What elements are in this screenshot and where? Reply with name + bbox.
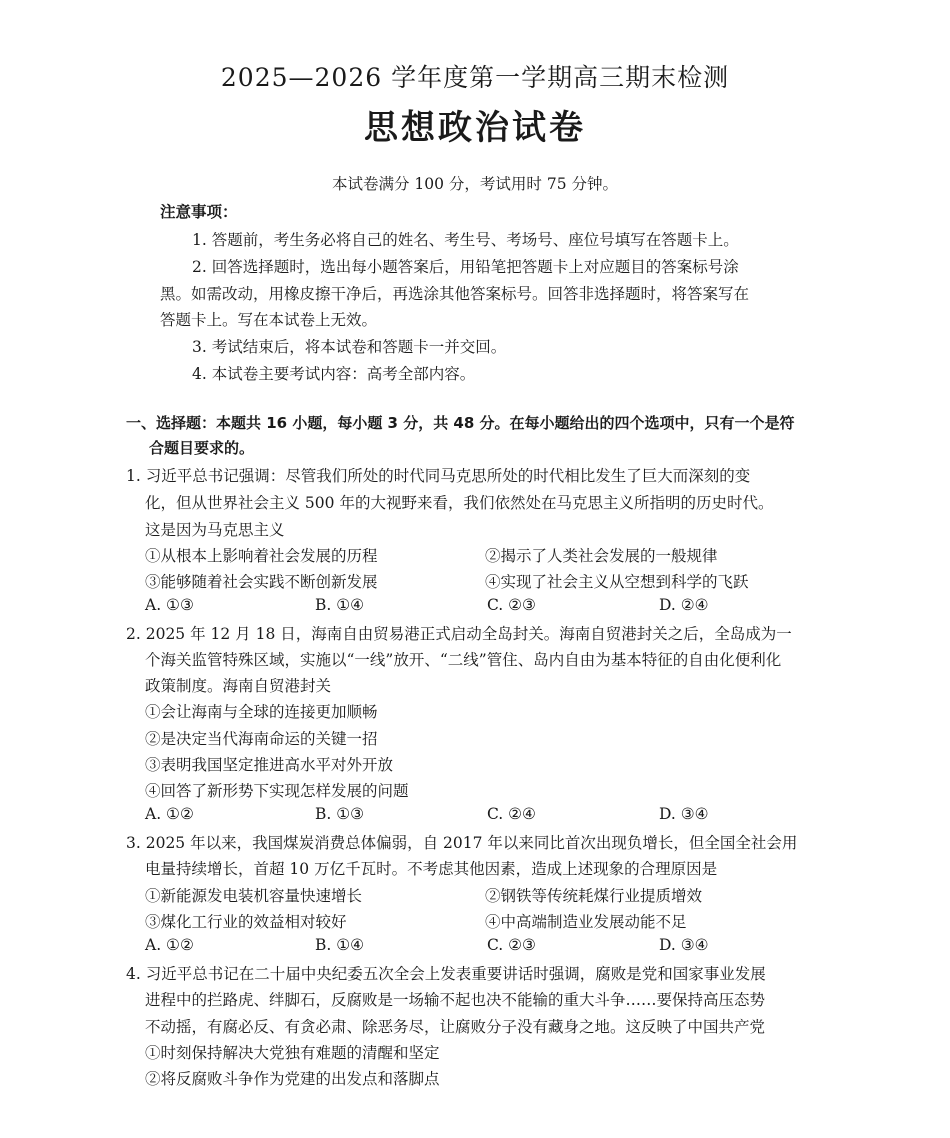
question-item: ①会让海南与全球的连接更加顺畅 <box>145 703 378 721</box>
question-stem: 政策制度。海南自贸港封关 <box>145 677 332 695</box>
question-item: ②钢铁等传统耗煤行业提质增效 <box>485 887 703 905</box>
question-stem: 4. 习近平总书记在二十届中央纪委五次全会上发表重要讲话时强调，腐败是党和国家事业发展 <box>126 965 766 983</box>
question-item: ②是决定当代海南命运的关键一招 <box>145 730 378 748</box>
choice-a: A. ①② <box>145 805 194 823</box>
notice-line: 3. 考试结束后，将本试卷和答题卡一并交回。 <box>192 338 507 356</box>
choice-b: B. ①④ <box>315 596 365 614</box>
notice-line: 4. 本试卷主要考试内容：高考全部内容。 <box>192 365 476 383</box>
question-item: ②揭示了人类社会发展的一般规律 <box>485 547 718 565</box>
notice-line: 1. 答题前，考生务必将自己的姓名、考生号、考场号、座位号填写在答题卡上。 <box>192 231 739 249</box>
question-stem: 进程中的拦路虎、绊脚石，反腐败是一场输不起也决不能输的重大斗争……要保持高压态势 <box>145 991 766 1009</box>
choice-d: D. ③④ <box>659 805 709 823</box>
question-item: ④中高端制造业发展动能不足 <box>485 913 687 931</box>
question-item: ①新能源发电装机容量快速增长 <box>145 887 363 905</box>
notice-line: 2. 回答选择题时，选出每小题答案后，用铅笔把答题卡上对应题目的答案标号涂 <box>192 258 739 276</box>
question-item: ①时刻保持解决大党独有难题的清醒和坚定 <box>145 1044 440 1062</box>
question-stem: 电量持续增长，首超 10 万亿千瓦时。不考虑其他因素，造成上述现象的合理原因是 <box>145 860 718 878</box>
section-heading: 一、选择题：本题共 16 小题，每小题 3 分，共 48 分。在每小题给出的四个选项中，只有一个是符 <box>126 414 795 432</box>
question-item: ②将反腐败斗争作为党建的出发点和落脚点 <box>145 1070 440 1088</box>
choice-a: A. ①② <box>145 936 194 954</box>
section-heading: 合题目要求的。 <box>149 439 255 457</box>
choice-c: C. ②③ <box>487 936 536 954</box>
exam-title-line1: 2025—2026 学年度第一学期高三期末检测 <box>220 63 730 92</box>
notice-line: 答题卡上。写在本试卷上无效。 <box>160 311 378 329</box>
question-stem: 3. 2025 年以来，我国煤炭消费总体偏弱，自 2017 年以来同比首次出现负增长，但全国全社会用 <box>126 834 798 852</box>
choice-b: B. ①④ <box>315 936 365 954</box>
question-stem: 1. 习近平总书记强调：尽管我们所处的时代同马克思所处的时代相比发生了巨大而深刻的变 <box>126 467 751 485</box>
question-stem: 这是因为马克思主义 <box>145 521 285 539</box>
question-stem: 2. 2025 年 12 月 18 日，海南自由贸易港正式启动全岛封关。海南自贸港封关之后，全岛成为一 <box>126 625 792 643</box>
question-item: ④回答了新形势下实现怎样发展的问题 <box>145 782 409 800</box>
question-stem: 不动摇，有腐必反、有贪必肃、除恶务尽，让腐败分子没有藏身之地。这反映了中国共产党 <box>145 1018 766 1036</box>
notice-line: 黑。如需改动，用橡皮擦干净后，再选涂其他答案标号。回答非选择题时，将答案写在 <box>160 285 750 303</box>
question-item: ③能够随着社会实践不断创新发展 <box>145 573 378 591</box>
question-stem: 化，但从世界社会主义 500 年的大视野来看，我们依然处在马克思主义所指明的历史时代。 <box>145 494 774 512</box>
choice-d: D. ②④ <box>659 596 709 614</box>
notice-heading: 注意事项： <box>160 203 238 221</box>
exam-title-line2: 思想政治试卷 <box>364 108 586 148</box>
question-item: ④实现了社会主义从空想到科学的飞跃 <box>485 573 749 591</box>
question-item: ③煤化工行业的效益相对较好 <box>145 913 347 931</box>
choice-a: A. ①③ <box>145 596 194 614</box>
question-item: ①从根本上影响着社会发展的历程 <box>145 547 378 565</box>
question-stem: 个海关监管特殊区域，实施以“一线”放开、“二线”管住、岛内自由为基本特征的自由化便利化 <box>145 651 782 669</box>
choice-b: B. ①③ <box>315 805 365 823</box>
exam-subtitle: 本试卷满分 100 分，考试用时 75 分钟。 <box>331 175 619 193</box>
choice-d: D. ③④ <box>659 936 709 954</box>
choice-c: C. ②④ <box>487 805 536 823</box>
question-item: ③表明我国坚定推进高水平对外开放 <box>145 756 394 774</box>
choice-c: C. ②③ <box>487 596 536 614</box>
